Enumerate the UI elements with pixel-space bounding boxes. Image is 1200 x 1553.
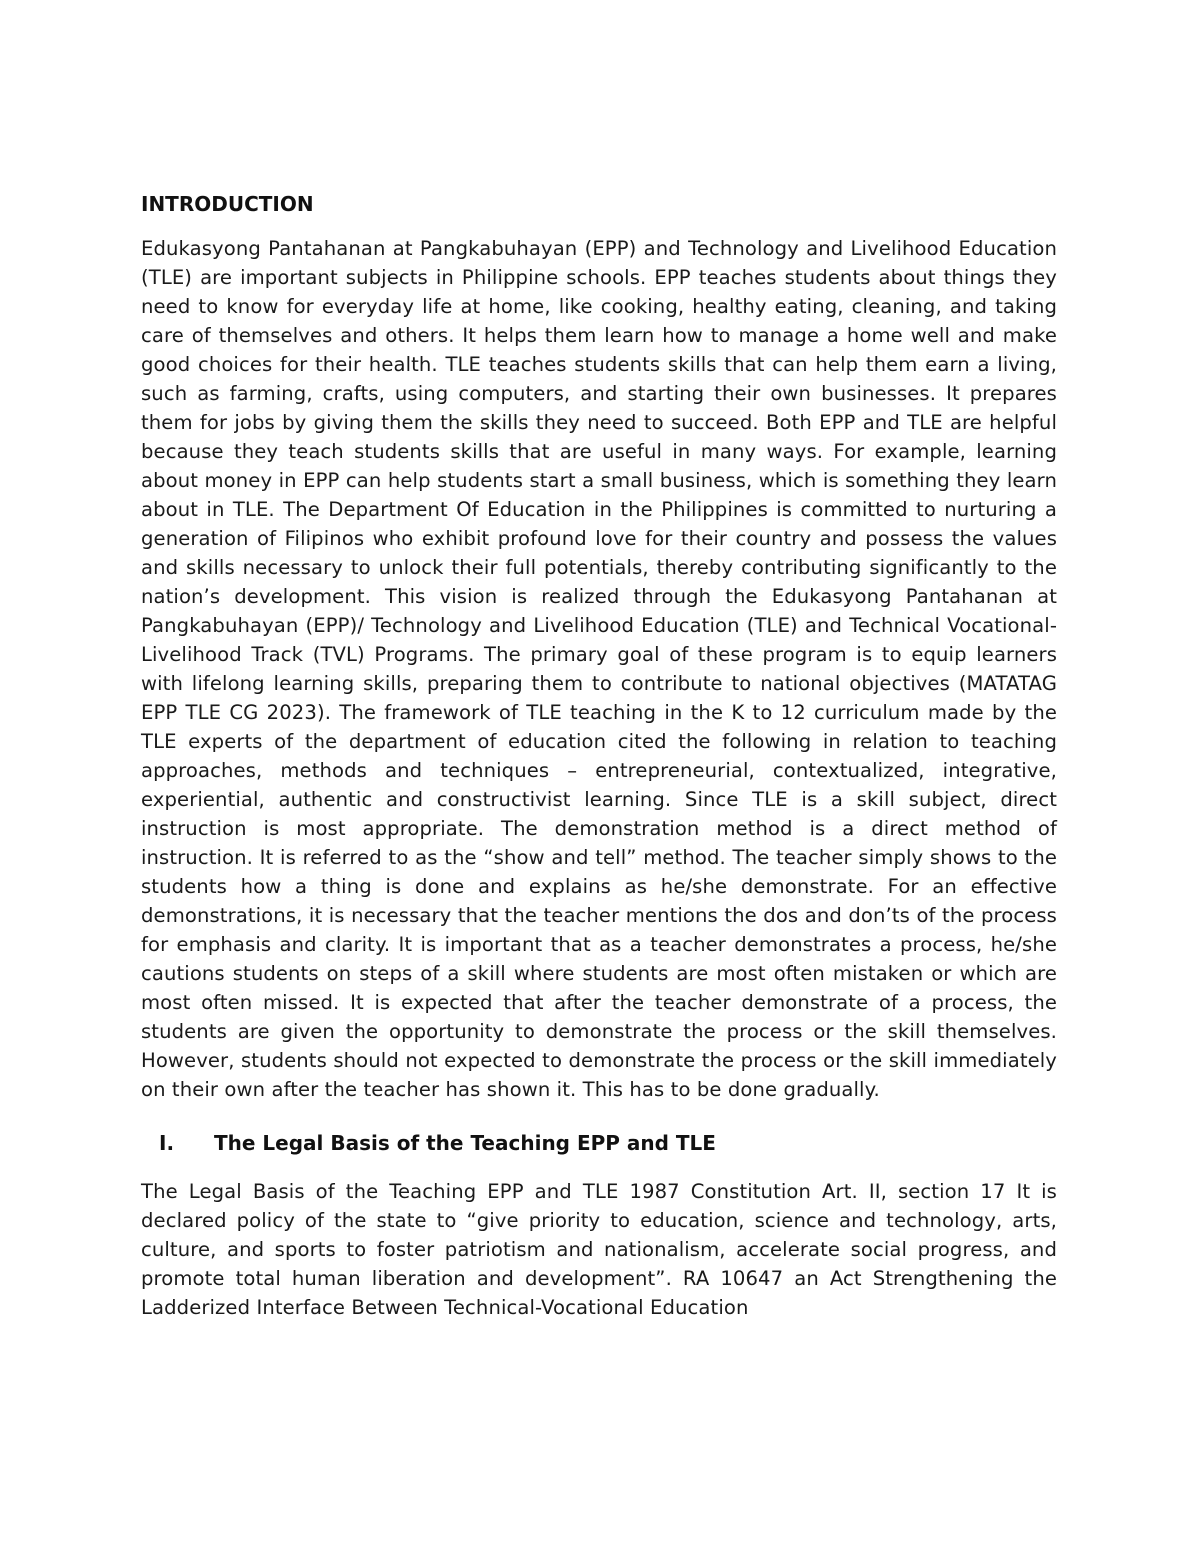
section-title: The Legal Basis of the Teaching EPP and TLE xyxy=(214,1131,716,1155)
intro-paragraph: Edukasyong Pantahanan at Pangkabuhayan (EPP) and Technology and Livelihood Education (TLE) are important subjects in Philippine schools. EPP teaches students about things they need to know for everyday life at home, like cooking, healthy eating, cleaning, and taking care of themselves and others. It helps them learn how to manage a home well and make good choices for their health. TLE teaches students skills that can help them earn a living, such as farming, crafts, using computers, and starting their own businesses. It prepares them for jobs by giving them the skills they need to succeed. Both EPP and TLE are helpful because they teach students skills that are useful in many ways. For example, learning about money in EPP can help students start a small business, which is something they learn about in TLE. The Department Of Education in the Philippines is committed to nurturing a generation of Filipinos who exhibit profound love for their country and possess the values and skills necessary to unlock their full potentials, thereby contributing significantly to the nation’s development. This vision is realized through the Edukasyong Pantahanan at Pangkabuhayan (EPP)/ Technology and Livelihood Education (TLE) and Technical Vocational-Livelihood Track (TVL) Programs. The primary goal of these program is to equip learners with lifelong learning skills, preparing them to contribute to national objectives (MATATAG EPP TLE CG 2023). The framework of TLE teaching in the K to 12 curriculum made by the TLE experts of the department of education cited the following in relation to teaching approaches, methods and techniques – entrepreneurial, contextualized, integrative, experiential, authentic and constructivist learning. Since TLE is a skill subject, direct instruction is most appropriate. The demonstration method is a direct method of instruction. It is referred to as the “show and tell” method. The teacher simply shows to the students how a thing is done and explains as he/she demonstrate. For an effective demonstrations, it is necessary that the teacher mentions the dos and don’ts of the process for emphasis and clarity. It is important that as a teacher demonstrates a process, he/she cautions students on steps of a skill where students are most often mistaken or which are most often missed. It is expected that after the teacher demonstrate of a process, the students are given the opportunity to demonstrate the process or the skill themselves. However, students should not expected to demonstrate the process or the skill immediately on their own after the teacher has shown it. This has to be done gradually. xyxy=(141,237,1057,1101)
section-number: I. xyxy=(159,1131,175,1155)
document-page xyxy=(141,190,1057,1322)
intro-heading: INTRODUCTION xyxy=(141,192,314,216)
section-heading xyxy=(141,1129,1057,1157)
section-paragraph: The Legal Basis of the Teaching EPP and TLE 1987 Constitution Art. II, section 17 It is declared policy of the state to “give priority to education, science and technology, arts, culture, and sports to foster patriotism and nationalism, accelerate social progress, and promote total human liberation and development”. RA 10647 an Act Strengthening the Ladderized Interface Between Technical-Vocational Education xyxy=(141,1180,1057,1319)
